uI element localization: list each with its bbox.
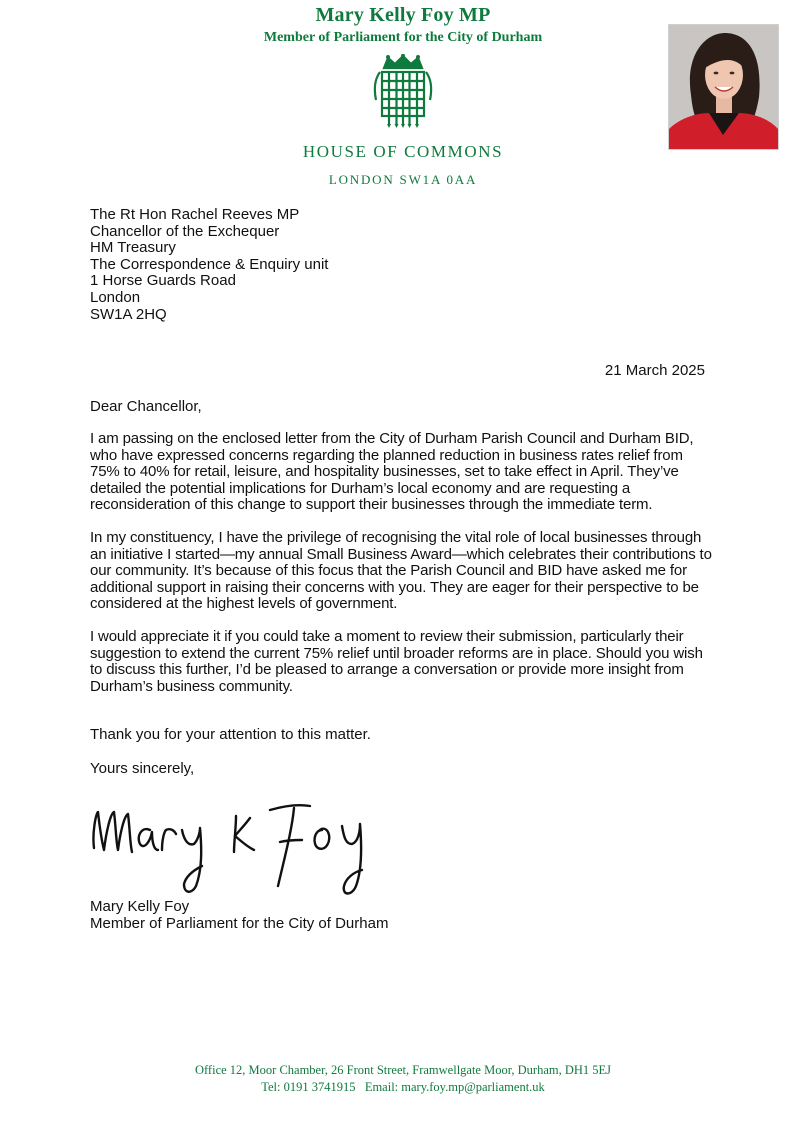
signer-title: Member of Parliament for the City of Durham	[90, 914, 389, 932]
mp-role: Member of Parliament for the City of Durham	[263, 30, 543, 45]
address-line: 1 Horse Guards Road	[90, 272, 236, 290]
closing-line: Yours sincerely,	[90, 760, 195, 777]
address-line: The Correspondence & Enquiry unit	[90, 255, 329, 273]
footer-office-address: Office 12, Moor Chamber, 26 Front Street, Framwellgate Moor, Durham, DH1 5EJ	[194, 1063, 612, 1077]
address-line: The Rt Hon Rachel Reeves MP	[90, 206, 300, 223]
address-line: HM Treasury	[90, 239, 176, 257]
recipient-address	[90, 207, 328, 323]
footer-contact: Tel: 0191 3741915 Email: mary.foy.mp@parliament.uk	[261, 1080, 545, 1094]
portcullis-crest-icon	[370, 54, 436, 128]
handwritten-signature	[84, 790, 384, 900]
address-line: Chancellor of the Exchequer	[90, 222, 280, 240]
signer-block	[90, 899, 388, 932]
body-paragraph: I would appreciate it if you could take a moment to review their submission, particularly their suggestion to extend the current 75% relief until broader reforms are in place. Should you wish to discuss this further, I’d be pleased to arrange a conversation or provide more insight from Durham’s business community.	[90, 627, 703, 695]
body-paragraph: In my constituency, I have the privilege of recognising the vital role of local businesses through an initiative I started—my annual Small Business Award—which celebrates their contributions to our community. It’s because of this focus that the Parish Council and BID have asked me for additional support in raising their concerns with you. They are eager for their perspective to be considered at the highest levels of government.	[90, 528, 712, 613]
letter-date: 21 March 2025	[604, 362, 705, 379]
address-line: London	[90, 288, 141, 306]
body-paragraph: I am passing on the enclosed letter from the City of Durham Parish Council and Durham BID, who have expressed concerns regarding the planned reduction in business rates relief from 75% to 40% for retail, leisure, and hospitality businesses, set to take effect in April. They’ve detailed the potential implications for Durham’s local economy and are requesting a reconsideration of this change to support their businesses through the immediate term.	[90, 430, 694, 514]
signer-name: Mary Kelly Foy	[90, 898, 190, 915]
house-address: LONDON SW1A 0AA	[328, 172, 478, 187]
footer	[0, 1062, 801, 1096]
letter-body	[90, 431, 715, 711]
salutation: Dear Chancellor,	[90, 398, 202, 415]
house-of-commons-heading: HOUSE OF COMMONS	[302, 142, 504, 161]
thanks-line: Thank you for your attention to this matter.	[90, 726, 371, 743]
mp-portrait	[668, 24, 779, 150]
address-line: SW1A 2HQ	[90, 305, 167, 323]
mp-name: Mary Kelly Foy MP	[315, 4, 491, 26]
